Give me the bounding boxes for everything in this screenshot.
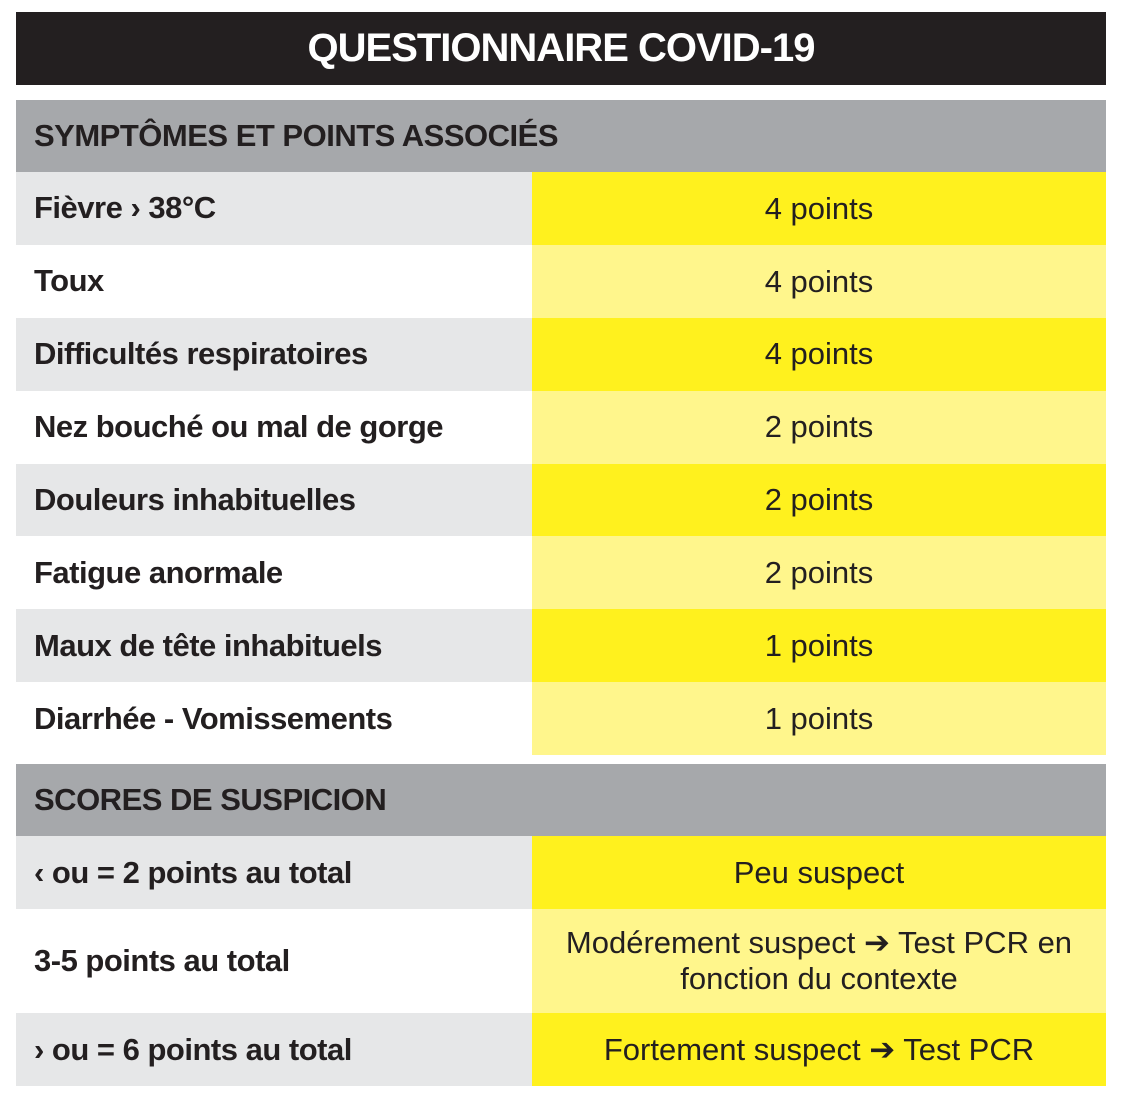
table-row	[16, 464, 1106, 537]
score-result: Fortement suspect ➔ Test PCR	[532, 1013, 1106, 1086]
symptom-points: 2 points	[532, 464, 1106, 537]
table-row	[16, 536, 1106, 609]
table-row	[16, 682, 1106, 755]
symptom-label: Maux de tête inhabituels	[16, 609, 532, 682]
scores-section-header: SCORES DE SUSPICION	[16, 764, 1106, 836]
table-row	[16, 245, 1106, 318]
page-title: QUESTIONNAIRE COVID-19	[16, 12, 1106, 85]
table-row	[16, 1013, 1106, 1086]
symptom-points: 1 points	[532, 609, 1106, 682]
symptom-label: Difficultés respiratoires	[16, 318, 532, 391]
score-result: Peu suspect	[532, 836, 1106, 909]
score-label: ‹ ou = 2 points au total	[16, 836, 532, 909]
symptom-points: 2 points	[532, 391, 1106, 464]
symptom-points: 1 points	[532, 682, 1106, 755]
symptom-points: 4 points	[532, 245, 1106, 318]
table-row	[16, 318, 1106, 391]
symptom-label: Diarrhée - Vomissements	[16, 682, 532, 755]
symptom-label: Fatigue anormale	[16, 536, 532, 609]
score-result: Modérement suspect ➔ Test PCR en fonction du contexte	[532, 909, 1106, 1013]
table-row	[16, 909, 1106, 1013]
symptoms-table	[16, 172, 1106, 755]
symptom-label: Nez bouché ou mal de gorge	[16, 391, 532, 464]
symptom-label: Douleurs inhabituelles	[16, 464, 532, 537]
score-label: › ou = 6 points au total	[16, 1013, 532, 1086]
scores-table	[16, 836, 1106, 1086]
table-row	[16, 391, 1106, 464]
symptom-points: 2 points	[532, 536, 1106, 609]
score-label: 3-5 points au total	[16, 909, 532, 1013]
symptom-points: 4 points	[532, 318, 1106, 391]
symptom-label: Toux	[16, 245, 532, 318]
table-row	[16, 609, 1106, 682]
table-row	[16, 172, 1106, 245]
symptoms-section-header: SYMPTÔMES ET POINTS ASSOCIÉS	[16, 100, 1106, 172]
symptom-points: 4 points	[532, 172, 1106, 245]
symptom-label: Fièvre › 38°C	[16, 172, 532, 245]
table-row	[16, 836, 1106, 909]
